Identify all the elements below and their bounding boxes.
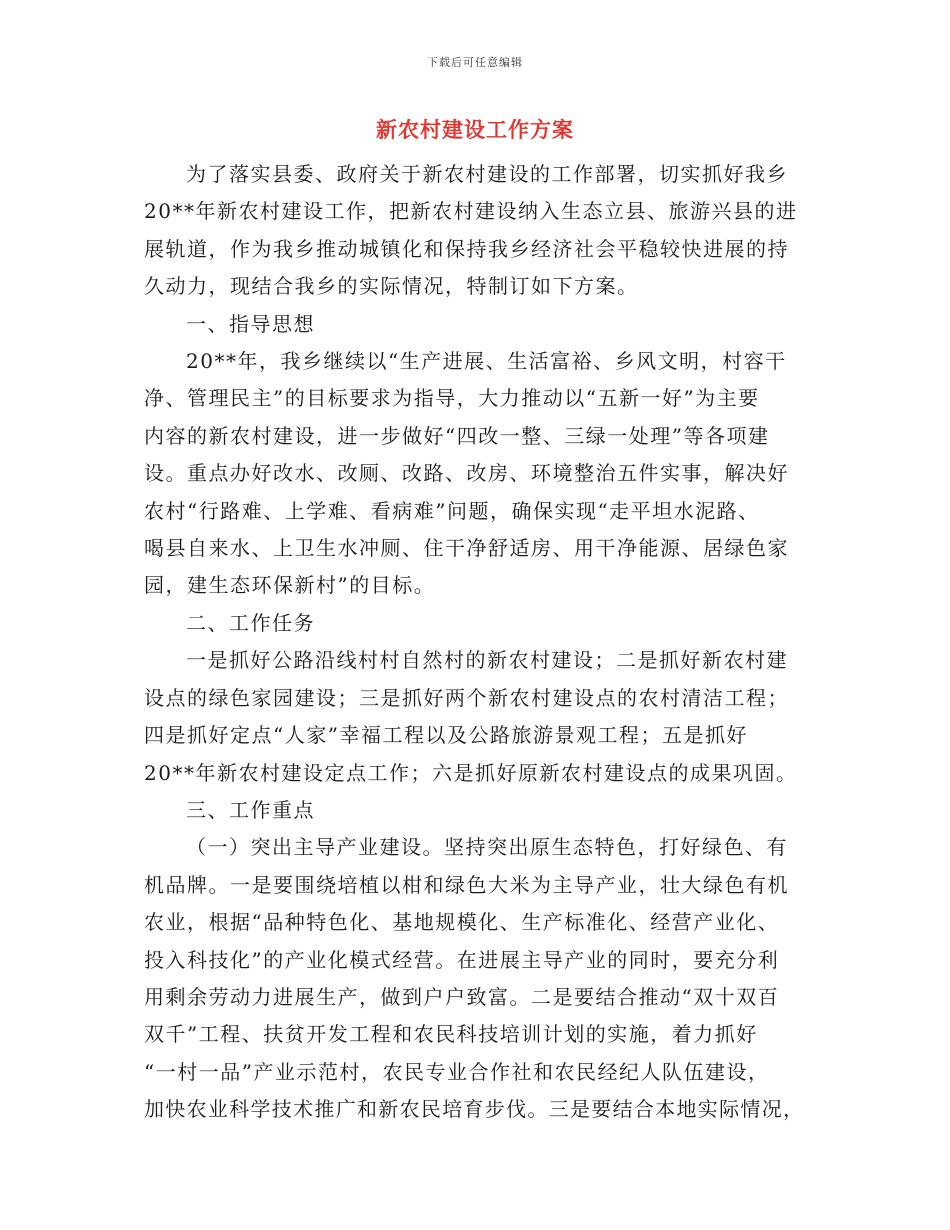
- body-line: 农业，根据“品种特色化、基地规模化、生产标准化、经营产业化、: [144, 910, 780, 935]
- body-line: 设。重点办好改水、改厕、改路、改房、环境整治五件实事，解决好: [144, 461, 789, 486]
- body-line: 内容的新农村建设，进一步做好“四改一整、三绿一处理”等各项建: [144, 423, 770, 448]
- body-line: 为了落实县委、政府关于新农村建设的工作部署，切实抓好我乡: [186, 162, 788, 186]
- section-heading: 一、指导思想: [186, 311, 315, 336]
- body-line: 设点的绿色家园建设；三是抓好两个新农村建设点的农村清洁工程；: [144, 685, 789, 710]
- body-line: 四是抓好定点“人家”幸福工程以及公路旅游景观工程；五是抓好: [144, 723, 748, 748]
- body-line: 喝县自来水、上卫生水冲厕、住干净舒适房、用干净能源、居绿色家: [144, 536, 789, 561]
- body-line: 双千”工程、扶贫开发工程和农民科技培训计划的实施，着力抓好: [144, 1022, 758, 1047]
- body-line: 展轨道，作为我乡推动城镇化和保持我乡经济社会平稳较快进展的持: [144, 236, 789, 261]
- body-line: 净、管理民主”的目标要求为指导，大力推动以“五新一好”为主要: [144, 386, 760, 411]
- body-line: 久动力，现结合我乡的实际情况，特制订如下方案。: [144, 274, 639, 299]
- body-line: 一是抓好公路沿线村村自然村的新农村建设；二是抓好新农村建: [186, 648, 788, 673]
- body-line: （一）突出主导产业建设。坚持突出原生态特色，打好绿色、有: [186, 835, 788, 860]
- body-line: 加快农业科学技术推广和新农民培育步伐。三是要结合本地实际情况，: [144, 1097, 805, 1122]
- body-line: 投入科技化”的产业化模式经营。在进展主导产业的同时，要充分利: [144, 947, 780, 972]
- body-line: 园，建生态环保新村”的目标。: [144, 573, 436, 598]
- body-line: 机品牌。一是要围绕培植以柑和绿色大米为主导产业，壮大绿色有机: [144, 872, 789, 897]
- page-header-note: 下载后可任意编辑: [427, 56, 523, 69]
- section-heading: 三、工作重点: [186, 797, 315, 822]
- document-title: 新农村建设工作方案: [376, 117, 574, 142]
- body-line: 20**年新农村建设定点工作；六是抓好原新农村建设点的成果巩固。: [144, 760, 798, 785]
- body-line: 用剩余劳动力进展生产，做到户户致富。二是要结合推动“双十双百: [144, 984, 780, 1009]
- body-line: 农村“行路难、上学难、看病难”问题，确保实现“走平坦水泥路、: [144, 498, 760, 523]
- section-heading: 二、工作任务: [186, 610, 315, 635]
- body-line: “一村一品”产业示范村，农民专业合作社和农民经纪人队伍建设，: [144, 1059, 770, 1084]
- document-body: [144, 156, 806, 1129]
- body-line: 20**年新农村建设工作，把新农村建设纳入生态立县、旅游兴县的进: [144, 199, 798, 224]
- body-line: 20**年，我乡继续以“生产进展、生活富裕、乡风文明，村容干: [186, 349, 787, 374]
